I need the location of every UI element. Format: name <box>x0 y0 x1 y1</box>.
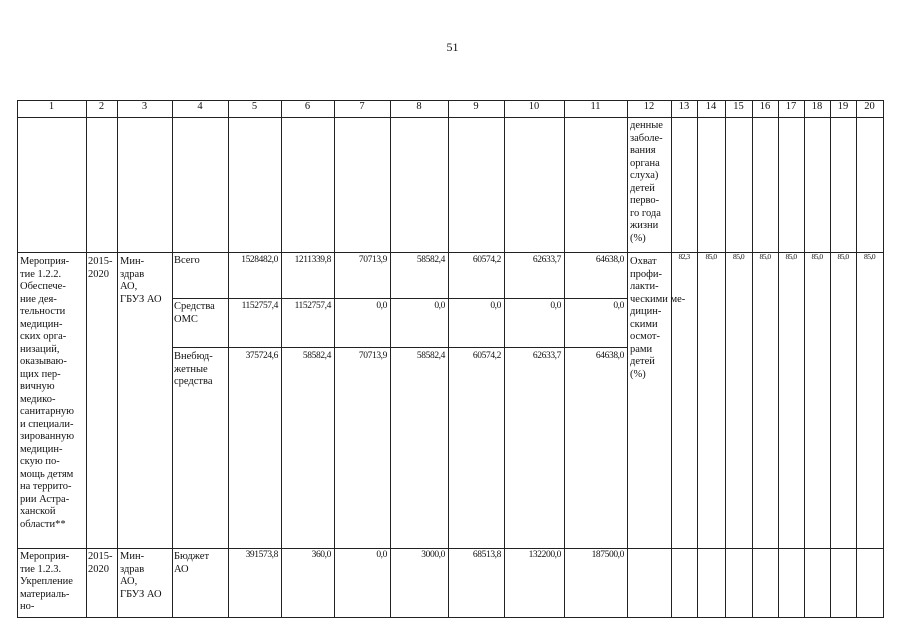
indicator-value: 85,0 <box>837 252 849 261</box>
funding-value: 3000,0 <box>421 550 445 560</box>
column-header: 19 <box>837 101 849 112</box>
activity-name-line: Укрепление <box>20 576 73 587</box>
column-header: 4 <box>197 101 203 112</box>
years-line: 2015- <box>88 551 113 562</box>
funding-source-label: средства <box>174 376 213 387</box>
table-rule <box>627 100 628 617</box>
column-header: 11 <box>590 101 601 112</box>
indicator-line: (%) <box>630 368 646 380</box>
funding-value: 0,0 <box>613 301 624 311</box>
table-rule <box>856 100 857 617</box>
activity-name-line: медицин- <box>20 443 63 455</box>
table-rule <box>17 117 884 118</box>
funding-value: 0,0 <box>434 301 445 311</box>
indicator-value: 85,0 <box>759 252 771 261</box>
indicator-line: ческими ме- <box>630 293 686 305</box>
activity-name-line: тие 1.2.3. <box>20 563 62 575</box>
activity-name-line: ханской <box>20 506 56 517</box>
years-line: 2015- <box>88 256 113 267</box>
activity-name-line: ских орга- <box>20 331 67 342</box>
column-header: 18 <box>811 101 823 112</box>
executor-line: Мин- <box>120 551 145 562</box>
funding-source-label: АО <box>174 563 189 575</box>
activity-name-line: но- <box>20 601 35 612</box>
indicator-continuation-line: (%) <box>630 232 646 244</box>
funding-value: 375724,6 <box>245 351 278 361</box>
indicator-line: дицин- <box>630 306 662 317</box>
column-header: 8 <box>416 101 422 112</box>
table-rule <box>752 100 753 617</box>
indicator-value: 82,3 <box>678 252 690 261</box>
activity-name-line: на террито- <box>20 481 72 492</box>
funding-value: 1152757,4 <box>294 301 331 311</box>
funding-value: 0,0 <box>376 550 387 560</box>
activity-name-line: щих пер- <box>20 368 61 380</box>
activity-name-line: Мероприя- <box>20 551 70 562</box>
table-rule <box>830 100 831 617</box>
table-rule <box>117 100 118 617</box>
executor-line: ГБУЗ АО <box>120 588 162 600</box>
funding-value: 391573,8 <box>245 550 278 560</box>
funding-value: 70713,9 <box>358 255 387 265</box>
indicator-line: детей <box>630 356 655 367</box>
indicator-value: 85,0 <box>811 252 823 261</box>
activity-name-line: низаций, <box>20 343 60 355</box>
executor-line: Мин- <box>120 256 145 267</box>
activity-name-line: медико- <box>20 393 56 405</box>
years-line: 2020 <box>88 268 109 280</box>
funding-value: 58582,4 <box>416 351 445 361</box>
indicator-continuation-line: слуха) <box>630 170 659 181</box>
funding-value: 60574,2 <box>472 255 501 265</box>
activity-name-line: оказываю- <box>20 356 67 367</box>
funding-value: 64638,0 <box>595 351 624 361</box>
funding-value: 187500,0 <box>591 550 624 560</box>
indicator-continuation-line: жизни <box>630 220 659 231</box>
activity-name-line: вичную <box>20 381 55 392</box>
indicator-continuation-line: вания <box>630 145 656 156</box>
table-rule <box>172 347 627 348</box>
indicator-value: 85,0 <box>785 252 797 261</box>
executor-line: ГБУЗ АО <box>120 293 162 305</box>
funding-value: 62633,7 <box>532 351 561 361</box>
funding-value: 0,0 <box>490 301 501 311</box>
indicator-continuation-line: го года <box>630 207 661 219</box>
funding-value: 64638,0 <box>595 255 624 265</box>
column-header: 7 <box>359 101 365 112</box>
column-header: 10 <box>528 101 540 112</box>
funding-value: 68513,8 <box>472 550 501 560</box>
indicator-line: Охват <box>630 256 657 267</box>
executor-line: здрав <box>120 268 145 280</box>
column-header: 2 <box>98 101 105 112</box>
years-line: 2020 <box>88 563 109 575</box>
table-rule <box>804 100 805 617</box>
activity-name-line: ние дея- <box>20 293 57 305</box>
funding-source-label: жетные <box>174 363 208 375</box>
column-header: 20 <box>864 101 875 112</box>
table-rule <box>172 298 627 299</box>
indicator-value: 85,0 <box>863 252 876 261</box>
page-number: 51 <box>446 40 459 54</box>
activity-name-line: мощь детям <box>20 468 74 480</box>
table-rule <box>883 100 884 617</box>
indicator-continuation-line: заболе- <box>630 132 663 144</box>
column-header: 17 <box>785 101 797 112</box>
activity-name-line: области** <box>20 518 66 530</box>
table-rule <box>671 100 672 617</box>
indicator-continuation-line: детей <box>630 182 655 194</box>
column-header: 12 <box>643 101 655 112</box>
funding-value: 1152757,4 <box>241 301 278 311</box>
indicator-value: 85,0 <box>705 252 717 261</box>
funding-value: 60574,2 <box>472 351 501 361</box>
activity-name-line: тие 1.2.2. <box>20 268 62 280</box>
funding-source-label: Средства <box>174 301 215 312</box>
activity-name-line: рии Астра- <box>20 493 70 505</box>
funding-value: 62633,7 <box>532 255 561 265</box>
activity-name-line: и специали- <box>20 418 74 430</box>
indicator-line: профи- <box>630 268 663 280</box>
column-header: 5 <box>251 101 258 112</box>
funding-value: 58582,4 <box>416 255 445 265</box>
column-header: 6 <box>304 101 311 112</box>
column-header: 9 <box>473 101 479 112</box>
indicator-line: осмот- <box>630 331 661 342</box>
column-header: 16 <box>759 101 771 112</box>
table-rule <box>725 100 726 617</box>
activity-name-line: тельности <box>20 306 66 317</box>
activity-name-line: материаль- <box>20 588 70 600</box>
table-rule <box>172 100 173 617</box>
table-rule <box>17 548 884 549</box>
funding-value: 0,0 <box>376 301 387 311</box>
funding-source-label: Бюджет <box>174 551 210 562</box>
activity-name-line: медицин- <box>20 318 63 330</box>
activity-name-line: санитарную <box>20 406 75 417</box>
table-rule <box>697 100 698 617</box>
indicator-continuation-line: денные <box>630 120 663 131</box>
executor-line: здрав <box>120 563 145 575</box>
activity-name-line: скую по- <box>20 456 60 467</box>
funding-value: 58582,4 <box>302 351 331 361</box>
indicator-line: скими <box>630 318 658 330</box>
funding-value: 132200,0 <box>528 550 561 560</box>
indicator-line: лакти- <box>630 281 659 292</box>
column-header: 13 <box>678 101 690 112</box>
activity-name-line: Мероприя- <box>20 256 70 267</box>
indicator-continuation-line: перво- <box>630 195 660 206</box>
executor-line: АО, <box>120 281 138 292</box>
table-rule <box>778 100 779 617</box>
column-header: 14 <box>705 101 717 112</box>
table-rule <box>17 617 884 618</box>
column-header: 15 <box>733 101 744 112</box>
indicator-continuation-line: органа <box>630 157 660 169</box>
activity-name-line: зированную <box>20 431 75 442</box>
funding-source-label: ОМС <box>174 313 198 325</box>
funding-value: 70713,9 <box>358 351 387 361</box>
funding-source-label: Внебюд- <box>174 351 213 362</box>
indicator-line: рами <box>630 343 653 355</box>
table-rule <box>17 100 18 617</box>
column-header: 3 <box>141 101 148 112</box>
funding-source-label: Всего <box>174 255 200 266</box>
activity-name-line: Обеспече- <box>20 281 66 292</box>
funding-value: 1211339,8 <box>294 255 331 265</box>
column-header: 1 <box>48 101 55 112</box>
funding-value: 1528482,0 <box>241 255 278 265</box>
executor-line: АО, <box>120 576 138 587</box>
indicator-value: 85,0 <box>732 252 745 261</box>
funding-value: 360,0 <box>311 550 331 560</box>
table-rule <box>86 100 87 617</box>
funding-value: 0,0 <box>550 301 561 311</box>
